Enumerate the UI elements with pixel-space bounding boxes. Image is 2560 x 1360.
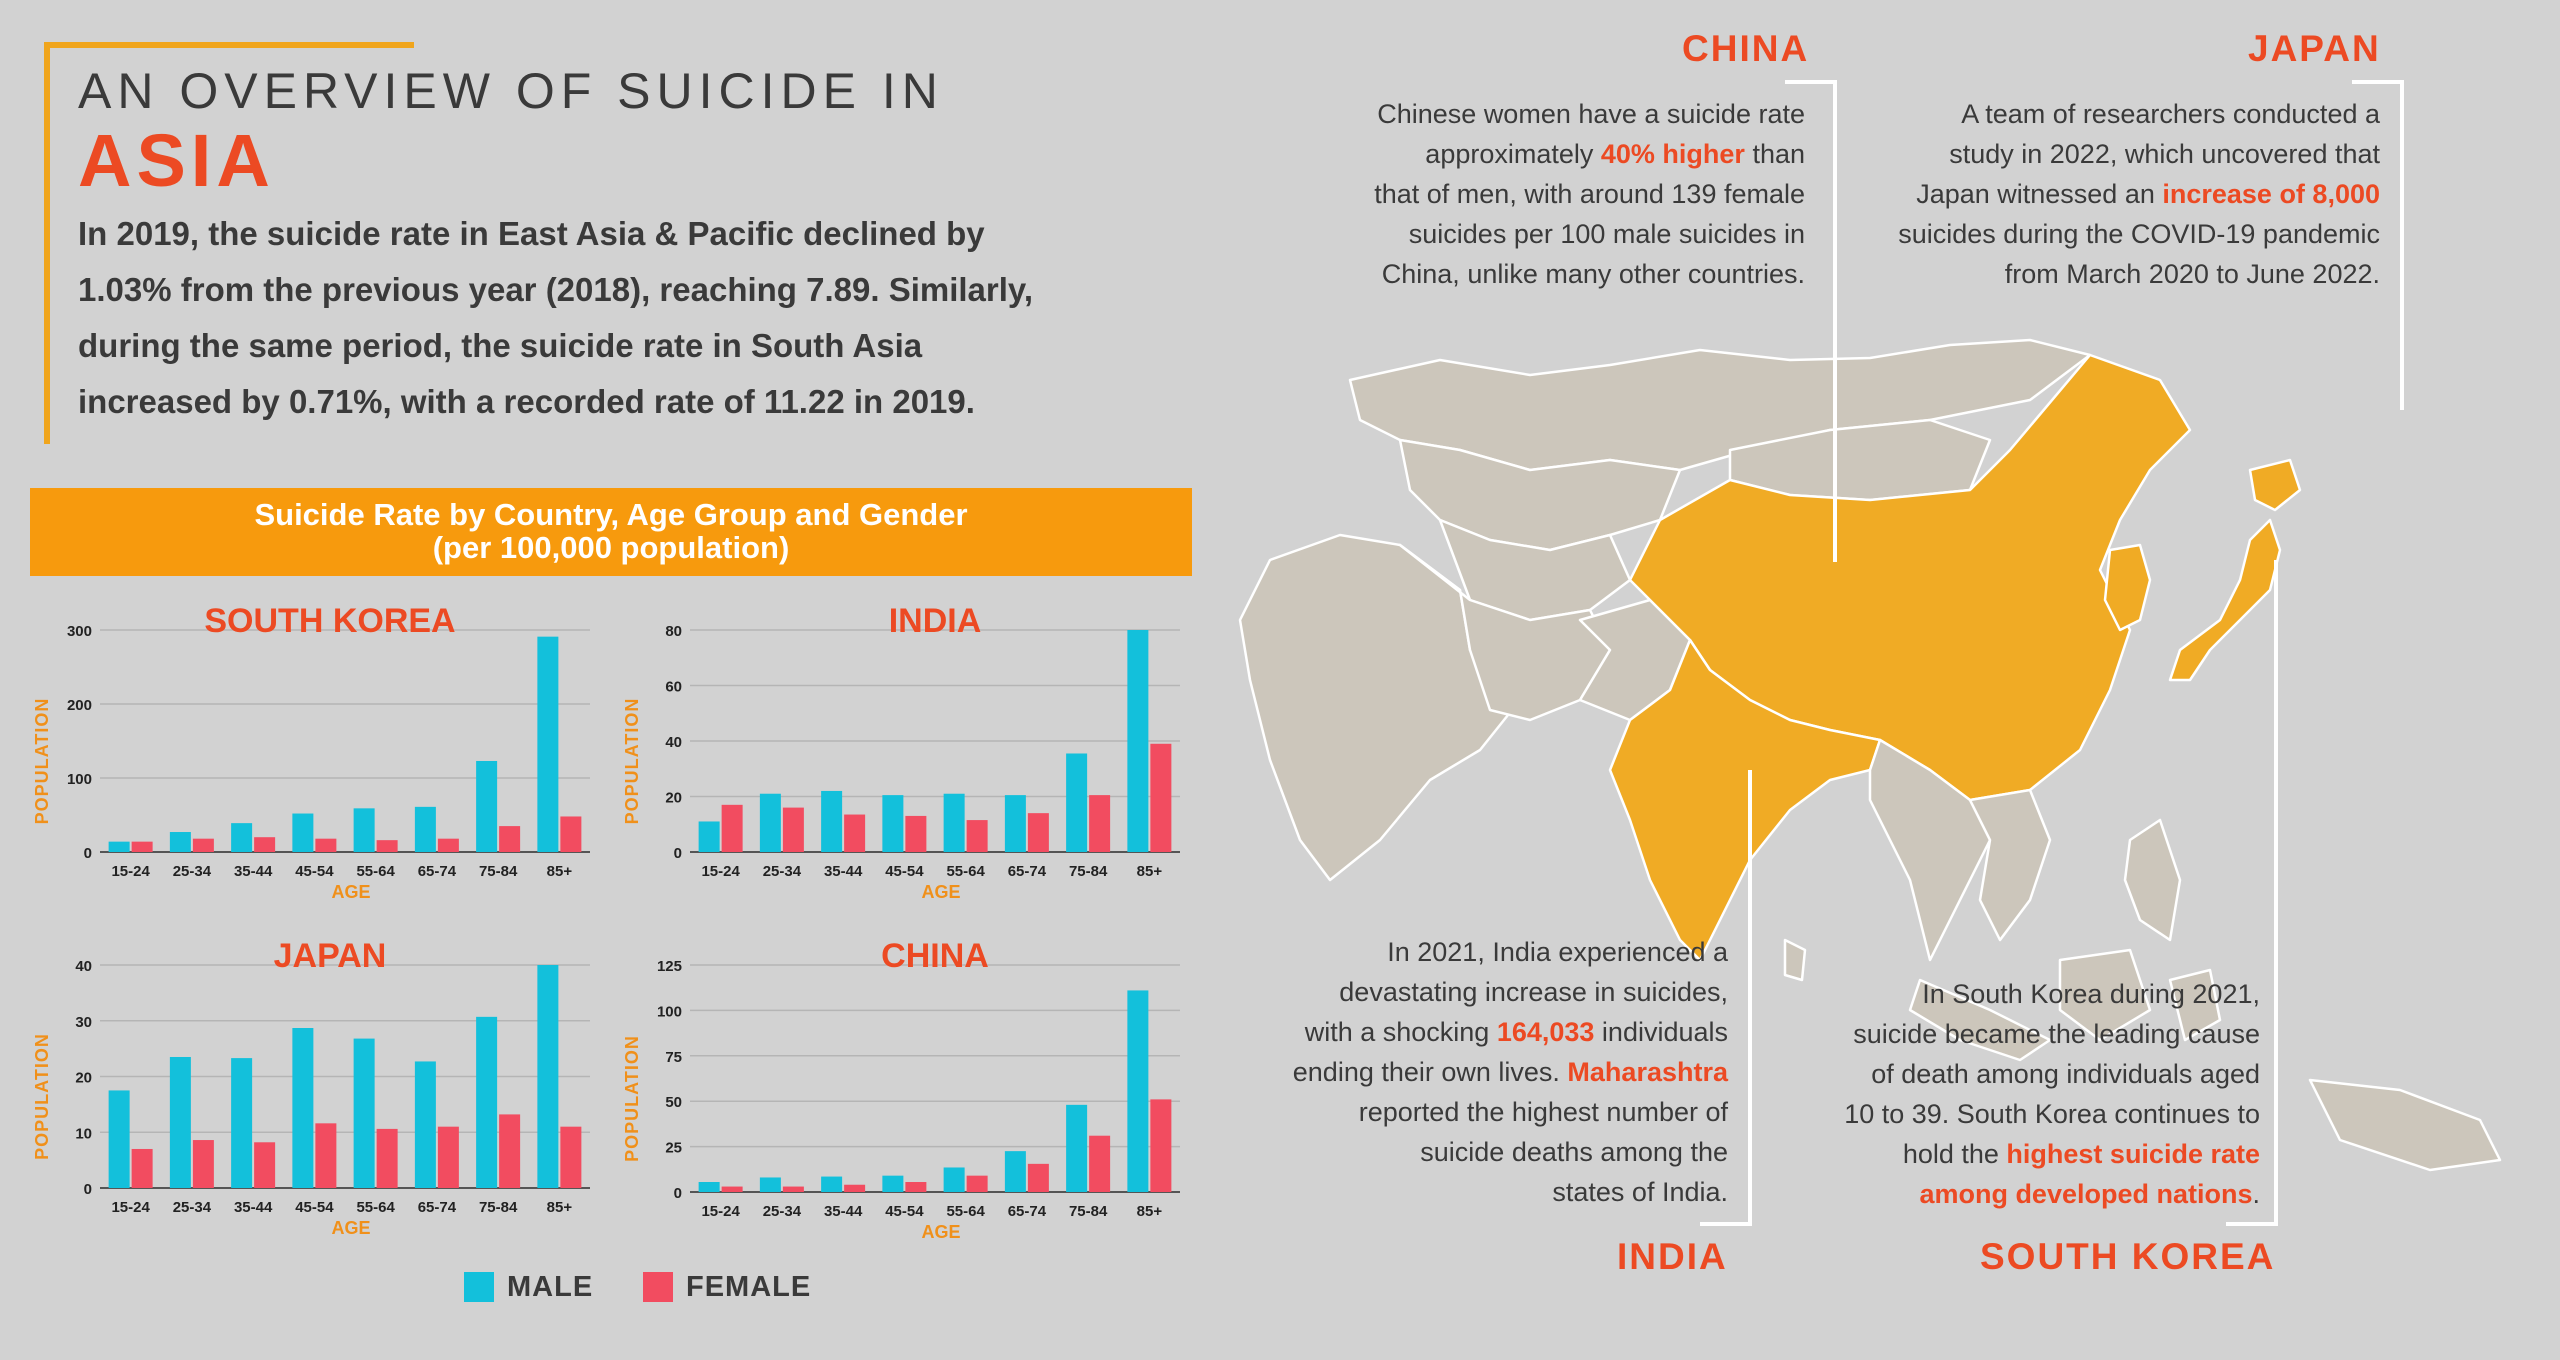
x-tick-label: 35-44: [233, 1199, 273, 1216]
callout-line: [1898, 214, 2380, 254]
china-guide-h: [1785, 80, 1837, 84]
y-tick-label: 0: [83, 845, 92, 862]
charts-area: [0, 590, 1200, 1250]
callout-line: [1898, 134, 2380, 174]
intro-line: In 2019, the suicide rate in East Asia & Pacific declined by: [78, 215, 985, 252]
bar-male: [944, 794, 965, 852]
x-tick-label: 15-24: [701, 1203, 740, 1220]
bar-female: [438, 1127, 459, 1188]
callout-line: [1898, 94, 2380, 134]
bar-male: [944, 1167, 965, 1192]
bar-female: [315, 839, 336, 852]
bar-female: [905, 816, 926, 852]
x-tick-label: 55-64: [356, 1199, 395, 1216]
bar-female: [905, 1182, 926, 1192]
callout-line: [1898, 174, 2380, 214]
intro-line: during the same period, the suicide rate in South Asia: [78, 327, 923, 364]
bar-male: [231, 823, 252, 852]
korea-guide-v: [2274, 560, 2278, 1226]
bar-female: [1028, 1164, 1049, 1192]
bar-male: [170, 832, 191, 852]
legend-female-swatch: [643, 1272, 673, 1302]
callout-highlight: increase of 8,000: [2162, 179, 2380, 209]
x-tick-label: 15-24: [111, 863, 150, 880]
callout-text: with a shocking: [1304, 1017, 1497, 1047]
bar-male: [354, 808, 375, 852]
callout-highlight: among developed nations: [1919, 1179, 2253, 1209]
bar-female: [254, 1142, 275, 1188]
x-tick-label: 25-34: [172, 863, 212, 880]
callout-highlight: 40% higher: [1600, 139, 1745, 169]
intro-line: 1.03% from the previous year (2018), reaching 7.89. Similarly,: [78, 271, 1033, 308]
bar-female: [560, 1127, 581, 1188]
x-tick-label: 45-54: [295, 863, 334, 880]
bar-male: [415, 807, 436, 852]
y-tick-label: 20: [665, 789, 682, 807]
bar-female: [254, 837, 275, 852]
x-tick-label: 65-74: [417, 1199, 457, 1216]
callout-line: [1844, 1134, 2260, 1174]
chart-india: [622, 602, 1180, 902]
callout-text: from March 2020 to June 2022.: [2004, 259, 2380, 289]
y-tick-label: 40: [75, 958, 92, 975]
y-tick-label: 125: [656, 958, 682, 975]
bar-male: [354, 1039, 375, 1188]
india-guide-v: [1748, 770, 1752, 1226]
south-korea-callout-text: [1844, 974, 2260, 1214]
y-tick-label: 30: [75, 1013, 92, 1031]
bar-female: [1150, 1099, 1171, 1192]
bar-female: [377, 1129, 398, 1188]
x-tick-label: 75-84: [1068, 1203, 1108, 1220]
callout-line: [1844, 1094, 2260, 1134]
callout-line: [1374, 94, 1805, 134]
bar-male: [821, 1177, 842, 1192]
intro-paragraph: [78, 206, 1078, 430]
bar-female: [1089, 1136, 1110, 1192]
legend-female-label: FEMALE: [686, 1271, 812, 1303]
bar-female: [1028, 813, 1049, 852]
japan-callout-text: [1898, 94, 2380, 294]
callout-text: In 2021, India experienced a: [1387, 937, 1728, 967]
bar-female: [377, 840, 398, 852]
chart-title: SOUTH KOREA: [204, 602, 456, 640]
x-tick-label: 85+: [546, 863, 573, 880]
callout-highlight: Maharashtra: [1567, 1057, 1728, 1087]
callout-line: [1293, 1012, 1728, 1052]
bar-female: [783, 808, 804, 852]
bar-female: [1089, 795, 1110, 852]
callout-text: hold the: [1902, 1139, 2007, 1169]
callout-line: [1374, 254, 1805, 294]
y-axis-label: POPULATION: [622, 1035, 642, 1162]
x-tick-label: 65-74: [417, 863, 457, 880]
callout-line: [1293, 1132, 1728, 1172]
x-axis-label: AGE: [921, 1222, 961, 1242]
japan-callout-heading: JAPAN: [2248, 28, 2381, 69]
japan-guide-v: [2400, 80, 2404, 410]
x-tick-label: 35-44: [233, 863, 273, 880]
y-axis-label: POPULATION: [32, 697, 52, 825]
bar-female: [315, 1123, 336, 1188]
intro-line: increased by 0.71%, with a recorded rate of 11.22 in 2019.: [78, 383, 975, 420]
map-japan: [2170, 520, 2280, 680]
x-tick-label: 25-34: [762, 1203, 802, 1220]
callout-line: [1898, 254, 2380, 294]
y-tick-label: 40: [665, 734, 682, 751]
bar-female: [499, 1114, 520, 1188]
x-tick-label: 35-44: [823, 1203, 863, 1220]
callout-text: approximately: [1425, 139, 1601, 169]
callout-text: suicides per 100 male suicides in: [1408, 219, 1805, 249]
callout-line: [1844, 1014, 2260, 1054]
callout-line: [1844, 974, 2260, 1014]
bar-female: [783, 1187, 804, 1192]
bar-female: [132, 842, 153, 852]
x-tick-label: 85+: [546, 1199, 573, 1216]
callout-text: suicide became the leading cause: [1853, 1019, 2260, 1049]
japan-guide-h: [2352, 80, 2404, 84]
callout-text: individuals: [1594, 1017, 1728, 1047]
bar-male: [109, 842, 130, 852]
bar-male: [476, 1017, 497, 1188]
bar-male: [1005, 1151, 1026, 1192]
bar-male: [1066, 1105, 1087, 1192]
y-tick-label: 60: [665, 678, 682, 696]
y-tick-label: 100: [66, 771, 92, 788]
legend-male-swatch: [464, 1272, 494, 1302]
x-tick-label: 55-64: [946, 863, 985, 880]
bar-female: [722, 805, 743, 852]
bar-male: [1127, 630, 1148, 852]
chart-banner: [30, 488, 1192, 576]
y-axis-label: POPULATION: [32, 1033, 52, 1160]
callout-highlight: highest suicide rate: [2006, 1139, 2260, 1169]
bar-female: [193, 839, 214, 852]
x-tick-label: 55-64: [356, 863, 395, 880]
callout-highlight: 164,033: [1496, 1017, 1595, 1047]
callout-text: of death among individuals aged: [1871, 1059, 2260, 1089]
callout-text: .: [2252, 1179, 2260, 1209]
banner-line1: Suicide Rate by Country, Age Group and Gender: [254, 497, 968, 532]
bar-male: [1127, 990, 1148, 1192]
bar-female: [499, 826, 520, 852]
chart-china: [622, 937, 1180, 1242]
korea-guide-h: [2226, 1222, 2278, 1226]
y-tick-label: 0: [83, 1181, 92, 1198]
bar-male: [821, 791, 842, 852]
bar-male: [699, 821, 720, 852]
bar-female: [193, 1140, 214, 1188]
chart-title: JAPAN: [273, 937, 387, 975]
x-tick-label: 85+: [1136, 1203, 1163, 1220]
callout-line: [1844, 1054, 2260, 1094]
callout-text: devastating increase in suicides,: [1339, 977, 1728, 1007]
x-tick-label: 45-54: [295, 1199, 334, 1216]
y-tick-label: 80: [665, 623, 682, 640]
bar-female: [967, 1176, 988, 1192]
bar-female: [132, 1149, 153, 1188]
title-line2: ASIA: [78, 119, 275, 202]
x-tick-label: 45-54: [885, 1203, 924, 1220]
bar-male: [109, 1090, 130, 1188]
chart-south-korea: [32, 602, 590, 902]
callout-text: ending their own lives.: [1292, 1057, 1568, 1087]
bar-male: [882, 1176, 903, 1192]
callout-text: 10 to 39. South Korea continues to: [1844, 1099, 2260, 1129]
bar-female: [844, 815, 865, 852]
bar-female: [722, 1187, 743, 1192]
bar-male: [760, 794, 781, 852]
callout-text: reported the highest number of: [1358, 1097, 1728, 1127]
y-axis-label: POPULATION: [622, 697, 642, 825]
bar-male: [760, 1177, 781, 1192]
callout-text: suicides during the COVID-19 pandemic: [1898, 219, 2380, 249]
x-axis-label: AGE: [331, 882, 371, 902]
callout-text: suicide deaths among the: [1420, 1137, 1728, 1167]
china-callout-heading: CHINA: [1682, 28, 1810, 69]
x-tick-label: 85+: [1136, 863, 1163, 880]
india-callout-text: [1293, 932, 1728, 1212]
south-korea-callout-heading: SOUTH KOREA: [1980, 1236, 2276, 1277]
callout-text: study in 2022, which uncovered that: [1949, 139, 2380, 169]
callout-line: [1293, 1172, 1728, 1212]
map-new-guinea: [2310, 1080, 2500, 1170]
callout-line: [1293, 932, 1728, 972]
callout-line: [1293, 1092, 1728, 1132]
india-callout-heading: INDIA: [1617, 1236, 1728, 1277]
y-tick-label: 0: [673, 845, 682, 862]
china-callout-text: [1374, 94, 1805, 294]
chart-title: CHINA: [881, 937, 989, 975]
india-guide-h: [1700, 1222, 1752, 1226]
chart-japan: [32, 937, 590, 1238]
banner-line2: (per 100,000 population): [432, 530, 790, 565]
callout-line: [1374, 174, 1805, 214]
x-axis-label: AGE: [331, 1218, 371, 1238]
bar-female: [560, 816, 581, 852]
x-tick-label: 65-74: [1007, 1203, 1047, 1220]
bar-female: [1150, 744, 1171, 852]
x-tick-label: 25-34: [172, 1199, 212, 1216]
y-tick-label: 10: [75, 1125, 92, 1143]
callout-text: than: [1744, 139, 1805, 169]
y-tick-label: 300: [66, 623, 92, 640]
x-axis-label: AGE: [921, 882, 961, 902]
x-tick-label: 75-84: [478, 1199, 518, 1216]
callout-line: [1374, 134, 1805, 174]
bar-male: [537, 965, 558, 1188]
y-tick-label: 75: [665, 1048, 682, 1066]
y-tick-label: 50: [665, 1094, 682, 1112]
callout-line: [1293, 972, 1728, 1012]
bar-male: [476, 761, 497, 852]
x-tick-label: 15-24: [111, 1199, 150, 1216]
bar-female: [967, 820, 988, 852]
legend-male-label: MALE: [507, 1271, 594, 1303]
bar-male: [699, 1182, 720, 1192]
bar-male: [415, 1061, 436, 1188]
x-tick-label: 15-24: [701, 863, 740, 880]
bar-male: [292, 814, 313, 852]
bar-male: [1066, 753, 1087, 852]
bar-male: [1005, 795, 1026, 852]
callout-text: states of India.: [1552, 1177, 1728, 1207]
map-indochina: [1970, 790, 2050, 940]
callout-text: A team of researchers conducted a: [1961, 99, 2380, 129]
map-sri-lanka: [1785, 940, 1805, 980]
y-tick-label: 20: [75, 1069, 92, 1087]
callout-line: [1844, 1174, 2260, 1214]
y-tick-label: 25: [665, 1139, 682, 1157]
callout-text: In South Korea during 2021,: [1922, 979, 2260, 1009]
callout-text: that of men, with around 139 female: [1374, 179, 1805, 209]
title-line1: AN OVERVIEW OF SUICIDE IN: [78, 63, 944, 119]
bar-male: [231, 1058, 252, 1188]
bar-male: [292, 1028, 313, 1188]
y-tick-label: 0: [673, 1185, 682, 1202]
x-tick-label: 45-54: [885, 863, 924, 880]
map-philippines: [2125, 820, 2180, 940]
callout-line: [1374, 214, 1805, 254]
x-tick-label: 25-34: [762, 863, 802, 880]
callout-text: Chinese women have a suicide rate: [1377, 99, 1805, 129]
x-tick-label: 55-64: [946, 1203, 985, 1220]
bar-male: [170, 1057, 191, 1188]
y-tick-label: 200: [66, 697, 92, 714]
bar-female: [438, 839, 459, 852]
map-japan-north: [2250, 460, 2300, 510]
chart-title: INDIA: [888, 602, 982, 640]
callout-text: China, unlike many other countries.: [1381, 259, 1805, 289]
bar-male: [537, 637, 558, 852]
y-tick-label: 100: [656, 1003, 682, 1021]
bar-male: [882, 795, 903, 852]
x-tick-label: 35-44: [823, 863, 863, 880]
bar-female: [844, 1185, 865, 1192]
china-guide-v: [1833, 80, 1837, 562]
x-tick-label: 75-84: [478, 863, 518, 880]
callout-line: [1293, 1052, 1728, 1092]
callout-text: Japan witnessed an: [1916, 179, 2163, 209]
x-tick-label: 75-84: [1068, 863, 1108, 880]
x-tick-label: 65-74: [1007, 863, 1047, 880]
